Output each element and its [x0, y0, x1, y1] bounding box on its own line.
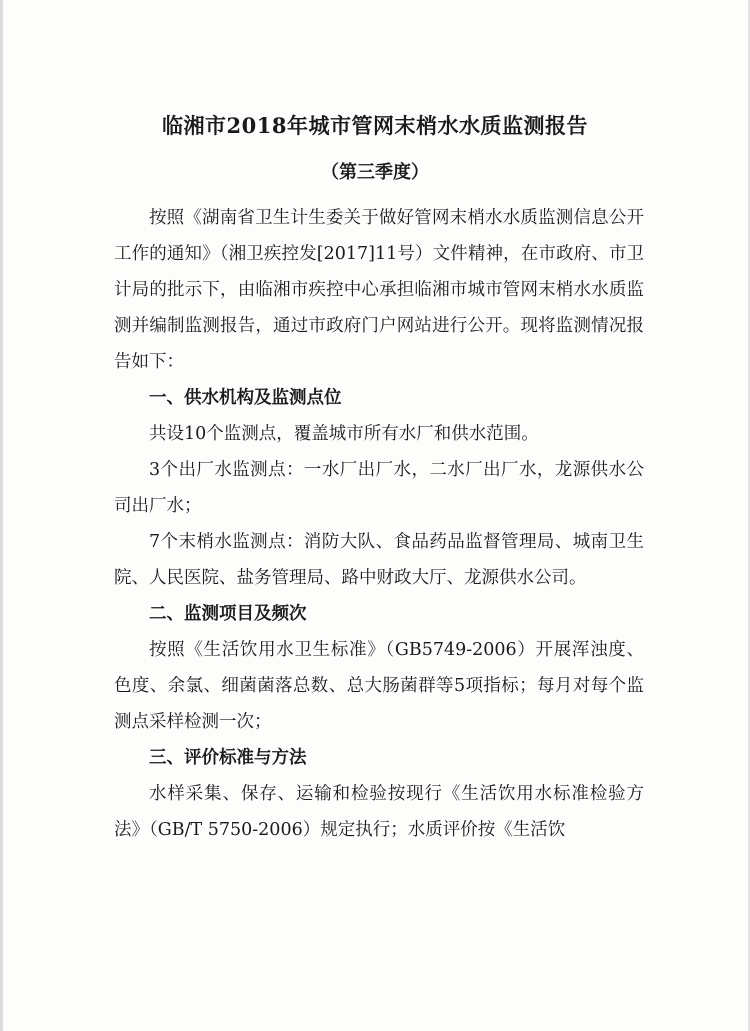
section2-paragraph-1: 按照《生活饮用水卫生标准》（GB5749-2006）开展浑浊度、色度、余氯、细菌菌落总数、总大肠菌群等5项指标；每月对每个监测点采样检测一次；: [114, 640, 644, 732]
section-heading-1: 一、供水机构及监测点位: [149, 388, 342, 408]
section1-paragraph-2: 3个出厂水监测点：一水厂出厂水，二水厂出厂水，龙源供水公司出厂水；: [114, 460, 644, 516]
scan-edge-left: [0, 0, 3, 1031]
document-title: 临湘市2018年城市管网末梢水水质监测报告: [162, 113, 588, 138]
section1-paragraph-3: 7个末梢水监测点：消防大队、食品药品监督管理局、城南卫生院、人民医院、盐务管理局、路中财政大厅、龙源供水公司。: [114, 532, 644, 588]
document-subtitle: （第三季度）: [321, 162, 429, 183]
document-body: [114, 200, 644, 848]
section-heading-3: 三、评价标准与方法: [149, 748, 307, 768]
section1-paragraph-1: 共设10个监测点，覆盖城市所有水厂和供水范围。: [149, 424, 539, 444]
section3-paragraph-1: 水样采集、保存、运输和检验按现行《生活饮用水标准检验方法》（GB/T 5750-2006）规定执行；水质评价按《生活饮: [114, 784, 644, 840]
section-heading-2: 二、监测项目及频次: [149, 604, 307, 624]
intro-paragraph: 按照《湖南省卫生计生委关于做好管网末梢水水质监测信息公开工作的通知》（湘卫疾控发[2017]11号）文件精神，在市政府、市卫计局的批示下，由临湘市疾控中心承担临湘市城市管网末梢水水质监测并编制监测报告，通过市政府门户网站进行公开。现将监测情况报告如下：: [114, 208, 644, 372]
